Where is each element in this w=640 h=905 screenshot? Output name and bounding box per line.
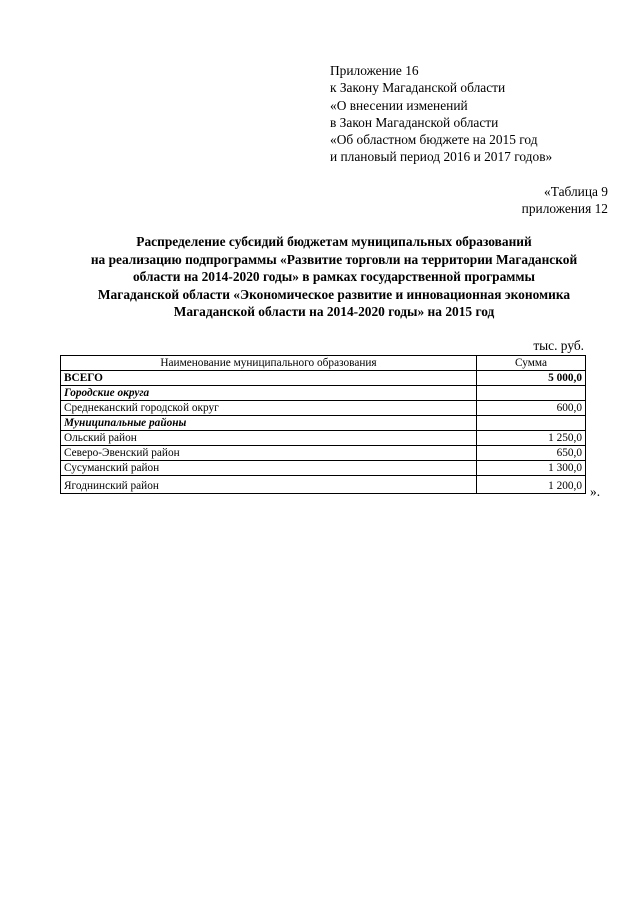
- row-name: Ягоднинский район: [61, 476, 477, 494]
- appendix-line: Приложение 16: [330, 63, 419, 78]
- table-row: [61, 446, 586, 461]
- column-header-sum: Сумма: [477, 356, 586, 371]
- appendix-line: и плановый период 2016 и 2017 годов»: [330, 149, 553, 165]
- appendix-line: «Об областном бюджете на 2015 год: [330, 132, 538, 148]
- table-row: [61, 461, 586, 476]
- table-reference-line: приложения 12: [521, 201, 608, 217]
- row-sum: 1 300,0: [477, 461, 586, 476]
- row-sum: 5 000,0: [477, 371, 586, 386]
- table-row: [61, 401, 586, 416]
- title-line: Магаданской области на 2014-2020 годы» на 2015 год: [173, 304, 495, 319]
- appendix-line: «О внесении изменений: [330, 97, 468, 113]
- table-row-total: [61, 371, 586, 386]
- units-label: тыс. руб.: [533, 338, 584, 353]
- table-reference-line: «Таблица 9: [544, 184, 608, 199]
- closing-quote-mark: ».: [590, 484, 601, 499]
- group-sum-empty: [477, 416, 586, 431]
- row-sum: 1 250,0: [477, 431, 586, 446]
- row-name: Среднеканский городской округ: [61, 401, 477, 416]
- title-line: Магаданской области «Экономическое развитие и инновационная экономика: [97, 286, 571, 302]
- row-name: ВСЕГО: [61, 371, 477, 386]
- title-line: Распределение субсидий бюджетам муниципальных образований: [136, 234, 532, 249]
- column-header-name: Наименование муниципального образования: [61, 356, 477, 371]
- table-header-row: [61, 356, 586, 371]
- table-row: [61, 431, 586, 446]
- table-group-row: [61, 416, 586, 431]
- group-name: Городские округа: [61, 386, 477, 401]
- table-row: [61, 476, 586, 494]
- row-sum: 600,0: [477, 401, 586, 416]
- appendix-header: [330, 62, 552, 166]
- subsidy-table: [60, 355, 586, 494]
- title-line: области на 2014-2020 годы» в рамках государственной программы: [132, 269, 536, 284]
- document-title: [56, 233, 612, 321]
- table-reference: [522, 183, 608, 218]
- appendix-line: к Закону Магаданской области: [330, 80, 506, 96]
- row-name: Ольский район: [61, 431, 477, 446]
- row-name: Северо-Эвенский район: [61, 446, 477, 461]
- group-name: Муниципальные районы: [61, 416, 477, 431]
- row-sum: 1 200,0: [477, 476, 586, 494]
- table-group-row: [61, 386, 586, 401]
- row-sum: 650,0: [477, 446, 586, 461]
- appendix-line: в Закон Магаданской области: [330, 114, 499, 130]
- title-line: на реализацию подпрограммы «Развитие торговли на территории Магаданской: [90, 251, 578, 267]
- row-name: Сусуманский район: [61, 461, 477, 476]
- group-sum-empty: [477, 386, 586, 401]
